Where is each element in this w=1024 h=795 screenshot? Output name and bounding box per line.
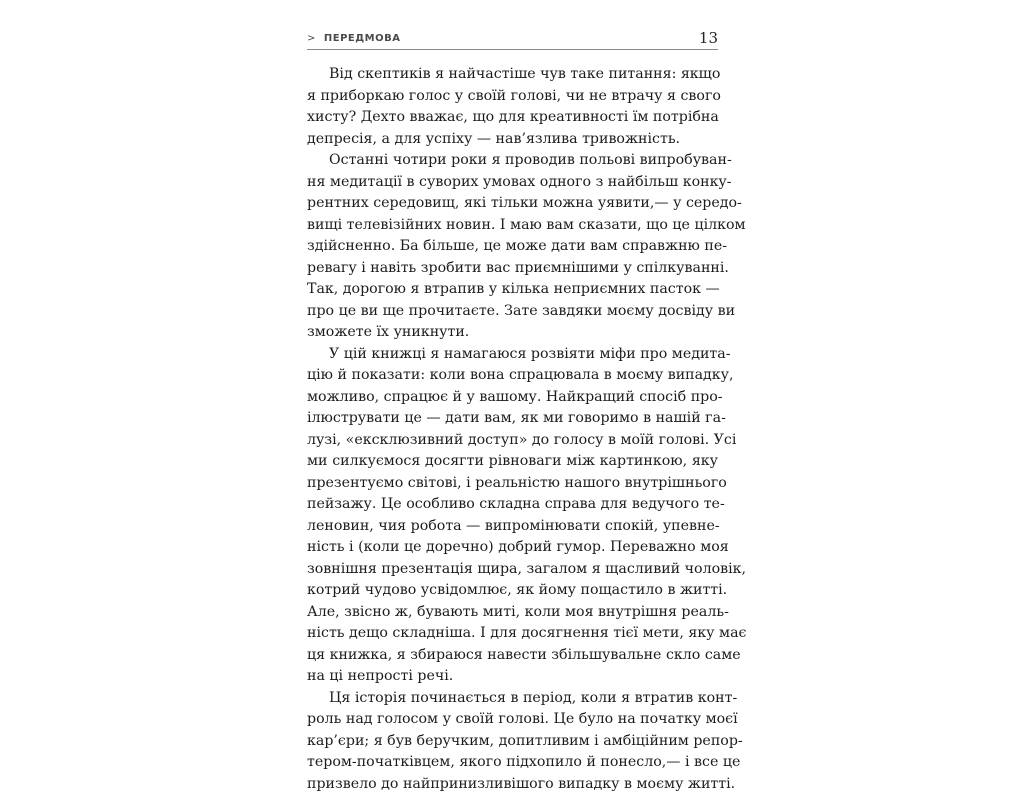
text-line: рентних середовищ, які тільки можна уявити,— у середо- [307, 193, 718, 215]
text-line: У цій книжці я намагаюся розвіяти міфи про медита- [307, 344, 718, 366]
text-line: зовнішня презентація щира, загалом я щасливий чоловік, [307, 559, 718, 581]
text-line: Від скептиків я найчастіше чув таке питання: якщо [307, 64, 718, 86]
chevron-right-icon: > [307, 33, 316, 44]
text-line: зможете їх уникнути. [307, 322, 718, 344]
text-line: ність і (коли це доречно) добрий гумор. Переважно моя [307, 537, 718, 559]
text-line: призвело до найпринизливішого випадку в моєму житті. [307, 774, 718, 795]
text-line: на ці непрості речі. [307, 666, 718, 688]
text-line: ми силкуємося досягти рівноваги між картинкою, яку [307, 451, 718, 473]
text-line: презентуємо світові, і реальністю нашого внутрішнього [307, 473, 718, 495]
text-line: Так, дорогою я втрапив у кілька неприємних пасток — [307, 279, 718, 301]
text-line: лузі, «ексклюзивний доступ» до голосу в моїй голові. Усі [307, 430, 718, 452]
text-line: ність дещо складніша. І для досягнення тієї мети, яку має [307, 623, 718, 645]
text-line: Але, звісно ж, бувають миті, коли моя внутрішня реаль- [307, 602, 718, 624]
text-line: ревагу і навіть зробити вас приємнішими у спілкуванні. [307, 258, 718, 280]
text-line: хисту? Дехто вважає, що для креативності їм потрібна [307, 107, 718, 129]
text-line: пейзажу. Це особливо складна справа для ведучого те- [307, 494, 718, 516]
text-line: тером-початківцем, якого підхопило й понесло,— і все це [307, 752, 718, 774]
text-line: кар’єри; я був беручким, допитливим і амбіційним репор- [307, 731, 718, 753]
text-line: Ця історія починається в період, коли я втратив конт- [307, 688, 718, 710]
section-heading [307, 33, 400, 44]
text-line: ілюструвати це — дати вам, як ми говоримо в нашій га- [307, 408, 718, 430]
running-header [307, 27, 718, 50]
text-line: котрий чудово усвідомлює, як йому пощастило в житті. [307, 580, 718, 602]
text-line: можливо, спрацює й у вашому. Найкращий спосіб про- [307, 387, 718, 409]
text-line: роль над голосом у своїй голові. Це було на початку моєї [307, 709, 718, 731]
body-text [307, 64, 718, 795]
text-line: Останні чотири роки я проводив польові випробуван- [307, 150, 718, 172]
text-line: ця книжка, я збираюся навести збільшувальне скло саме [307, 645, 718, 667]
text-line: я приборкаю голос у своїй голові, чи не втрачу я свого [307, 86, 718, 108]
text-line: про це ви ще прочитаєте. Зате завдяки моєму досвіду ви [307, 301, 718, 323]
text-line: вищі телевізійних новин. І маю вам сказати, що це цілком [307, 215, 718, 237]
page-number: 13 [699, 29, 718, 47]
text-line: леновин, чия робота — випромінювати спокій, упевне- [307, 516, 718, 538]
text-line: ня медитації в суворих умовах одного з найбільш конку- [307, 172, 718, 194]
text-line: депресія, а для успіху — нав’язлива тривожність. [307, 129, 718, 151]
text-line: цію й показати: коли вона спрацювала в моєму випадку, [307, 365, 718, 387]
text-line: здійсненно. Ба більше, це може дати вам справжню пе- [307, 236, 718, 258]
section-title: ПЕРЕДМОВА [324, 33, 401, 44]
